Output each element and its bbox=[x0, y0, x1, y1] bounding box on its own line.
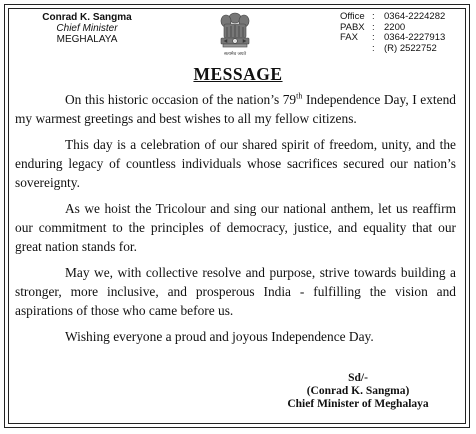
message-heading: MESSAGE bbox=[193, 64, 283, 84]
contact-label bbox=[340, 44, 372, 55]
contact-value: 2200 bbox=[384, 21, 406, 33]
signature-title: Chief Minister of Meghalaya bbox=[287, 398, 429, 410]
message-body bbox=[15, 90, 456, 353]
contact-separator: : bbox=[372, 21, 375, 33]
ordinal-suffix: th bbox=[296, 91, 303, 101]
contact-value: (R) 2522752 bbox=[384, 42, 437, 54]
paragraph-reaffirm: As we hoist the Tricolour and sing our national anthem, let us reaffirm our commitment to the principles of democracy, justice, and equality that our great nation stands for. bbox=[15, 201, 456, 254]
contact-value: 0364-2227913 bbox=[384, 32, 446, 43]
paragraph-greeting bbox=[15, 90, 456, 128]
paragraph-text: Independence Day, I extend my warmest greetings and best wishes to all my fellow citizens. bbox=[15, 92, 456, 126]
contact-label: PABX bbox=[340, 21, 365, 33]
emblem-motto: सत्यमेव जयते bbox=[223, 52, 247, 57]
paragraph-wishes: Wishing everyone a proud and joyous Independence Day. bbox=[65, 329, 374, 344]
paragraph-text: On this historic occasion of the nation’s 79 bbox=[65, 92, 297, 107]
contact-separator: : bbox=[372, 32, 375, 43]
contact-value: 0364-2224282 bbox=[384, 11, 446, 22]
contact-row-fax bbox=[340, 33, 445, 44]
contact-separator: : bbox=[372, 11, 375, 22]
sender-name: Conrad K. Sangma bbox=[42, 12, 132, 23]
sender-block bbox=[22, 12, 152, 45]
contact-block bbox=[340, 12, 445, 54]
paragraph-resolve: May we, with collective resolve and purpose, strive towards building a stronger, more inclusive, and prosperous India - fulfilling the vision and aspirations of those who came before us. bbox=[15, 265, 456, 318]
sender-state: MEGHALAYA bbox=[56, 34, 118, 45]
paragraph-celebration: This day is a celebration of our shared spirit of freedom, unity, and the enduring legacy of countless individuals whose sacrifices secured our nation’s sovereignty. bbox=[15, 137, 456, 190]
signature-name: (Conrad K. Sangma) bbox=[306, 385, 410, 397]
sender-designation: Chief Minister bbox=[56, 23, 118, 34]
signature-sd: Sd/- bbox=[348, 372, 368, 384]
contact-row-office bbox=[340, 12, 445, 23]
national-emblem-icon bbox=[215, 10, 255, 60]
contact-label: FAX bbox=[340, 32, 358, 43]
contact-row-residence bbox=[340, 44, 445, 55]
contact-separator: : bbox=[372, 42, 375, 54]
contact-label: Office bbox=[340, 11, 365, 22]
signature-block bbox=[268, 372, 448, 411]
